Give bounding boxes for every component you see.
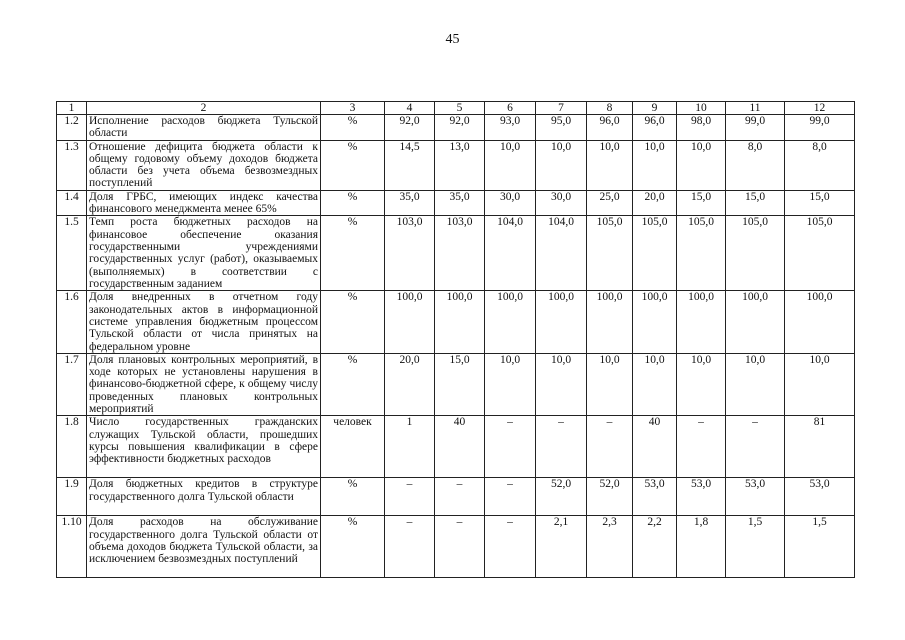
value-cell: 105,0 bbox=[633, 216, 677, 291]
value-cell: – bbox=[485, 516, 536, 578]
value-cell: – bbox=[536, 416, 587, 478]
value-cell: 20,0 bbox=[385, 353, 435, 415]
unit-cell: % bbox=[321, 140, 385, 190]
value-cell: 100,0 bbox=[485, 291, 536, 353]
unit-cell: % bbox=[321, 115, 385, 141]
value-cell: 8,0 bbox=[726, 140, 785, 190]
value-cell: – bbox=[587, 416, 633, 478]
column-header: 11 bbox=[726, 102, 785, 115]
table-row bbox=[57, 291, 855, 353]
table-row bbox=[57, 140, 855, 190]
value-cell: 100,0 bbox=[633, 291, 677, 353]
value-cell: 98,0 bbox=[677, 115, 726, 141]
value-cell: 30,0 bbox=[536, 190, 587, 216]
unit-cell: % bbox=[321, 478, 385, 516]
value-cell: 20,0 bbox=[633, 190, 677, 216]
value-cell: 1,5 bbox=[726, 516, 785, 578]
value-cell: 81 bbox=[785, 416, 855, 478]
value-cell: – bbox=[726, 416, 785, 478]
value-cell: 92,0 bbox=[385, 115, 435, 141]
value-cell: 35,0 bbox=[385, 190, 435, 216]
indicator-name: Доля плановых контрольных мероприятий, в ходе которых не установлены нарушения в финансово-бюджетной сфере, к общему числу проведенных плановых контрольных мероприятий bbox=[87, 353, 321, 415]
value-cell: 52,0 bbox=[587, 478, 633, 516]
value-cell: 35,0 bbox=[435, 190, 485, 216]
value-cell: 104,0 bbox=[536, 216, 587, 291]
column-header: 12 bbox=[785, 102, 855, 115]
value-cell: 10,0 bbox=[587, 140, 633, 190]
table-row bbox=[57, 516, 855, 578]
value-cell: 100,0 bbox=[726, 291, 785, 353]
value-cell: 104,0 bbox=[485, 216, 536, 291]
value-cell: 53,0 bbox=[726, 478, 785, 516]
indicator-name: Доля расходов на обслуживание государственного долга Тульской области от объема доходов бюджета Тульской области, за исключением безвозмездных поступлений bbox=[87, 516, 321, 578]
value-cell: 2,1 bbox=[536, 516, 587, 578]
column-header: 2 bbox=[87, 102, 321, 115]
row-number: 1.6 bbox=[57, 291, 87, 353]
value-cell: 25,0 bbox=[587, 190, 633, 216]
value-cell: 105,0 bbox=[677, 216, 726, 291]
column-header: 9 bbox=[633, 102, 677, 115]
value-cell: 103,0 bbox=[385, 216, 435, 291]
value-cell: 100,0 bbox=[785, 291, 855, 353]
value-cell: 10,0 bbox=[587, 353, 633, 415]
value-cell: 100,0 bbox=[536, 291, 587, 353]
table-row bbox=[57, 115, 855, 141]
value-cell: 100,0 bbox=[587, 291, 633, 353]
row-number: 1.3 bbox=[57, 140, 87, 190]
value-cell: 30,0 bbox=[485, 190, 536, 216]
value-cell: 92,0 bbox=[435, 115, 485, 141]
value-cell: 15,0 bbox=[726, 190, 785, 216]
value-cell: 100,0 bbox=[677, 291, 726, 353]
value-cell: 53,0 bbox=[633, 478, 677, 516]
unit-cell: % bbox=[321, 353, 385, 415]
value-cell: 52,0 bbox=[536, 478, 587, 516]
table-row bbox=[57, 478, 855, 516]
unit-cell: % bbox=[321, 216, 385, 291]
value-cell: 15,0 bbox=[677, 190, 726, 216]
value-cell: – bbox=[485, 416, 536, 478]
column-header: 3 bbox=[321, 102, 385, 115]
value-cell: 10,0 bbox=[536, 353, 587, 415]
row-number: 1.2 bbox=[57, 115, 87, 141]
table-row bbox=[57, 416, 855, 478]
table-row bbox=[57, 190, 855, 216]
column-header: 7 bbox=[536, 102, 587, 115]
value-cell: 10,0 bbox=[633, 353, 677, 415]
value-cell: 15,0 bbox=[785, 190, 855, 216]
row-number: 1.4 bbox=[57, 190, 87, 216]
value-cell: 95,0 bbox=[536, 115, 587, 141]
unit-cell: человек bbox=[321, 416, 385, 478]
value-cell: 93,0 bbox=[485, 115, 536, 141]
value-cell: 96,0 bbox=[633, 115, 677, 141]
value-cell: 96,0 bbox=[587, 115, 633, 141]
value-cell: 100,0 bbox=[435, 291, 485, 353]
indicator-name: Отношение дефицита бюджета области к общему годовому объему доходов бюджета области без учета объема безвозмездных поступлений bbox=[87, 140, 321, 190]
value-cell: 1 bbox=[385, 416, 435, 478]
row-number: 1.5 bbox=[57, 216, 87, 291]
value-cell: 8,0 bbox=[785, 140, 855, 190]
value-cell: – bbox=[435, 478, 485, 516]
value-cell: – bbox=[677, 416, 726, 478]
row-number: 1.9 bbox=[57, 478, 87, 516]
value-cell: 40 bbox=[435, 416, 485, 478]
value-cell: 10,0 bbox=[677, 353, 726, 415]
row-number: 1.7 bbox=[57, 353, 87, 415]
table-row bbox=[57, 353, 855, 415]
value-cell: 105,0 bbox=[785, 216, 855, 291]
value-cell: 10,0 bbox=[726, 353, 785, 415]
indicator-name: Темп роста бюджетных расходов на финансовое обеспечение оказания государственными учреждениями государственных услуг (работ), оказываемых (выполняемых) в соответствии с государственным заданием bbox=[87, 216, 321, 291]
value-cell: 10,0 bbox=[677, 140, 726, 190]
value-cell: 103,0 bbox=[435, 216, 485, 291]
row-number: 1.10 bbox=[57, 516, 87, 578]
column-header: 4 bbox=[385, 102, 435, 115]
value-cell: 100,0 bbox=[385, 291, 435, 353]
value-cell: – bbox=[485, 478, 536, 516]
indicator-name: Доля внедренных в отчетном году законодательных актов в информационной системе управления бюджетным процессом Тульской области от числа принятых на федеральном уровне bbox=[87, 291, 321, 353]
value-cell: 10,0 bbox=[785, 353, 855, 415]
value-cell: 2,2 bbox=[633, 516, 677, 578]
column-header: 5 bbox=[435, 102, 485, 115]
value-cell: 40 bbox=[633, 416, 677, 478]
value-cell: 99,0 bbox=[785, 115, 855, 141]
value-cell: 2,3 bbox=[587, 516, 633, 578]
value-cell: 14,5 bbox=[385, 140, 435, 190]
column-header: 10 bbox=[677, 102, 726, 115]
table-row bbox=[57, 216, 855, 291]
value-cell: 53,0 bbox=[785, 478, 855, 516]
value-cell: 10,0 bbox=[536, 140, 587, 190]
column-header: 6 bbox=[485, 102, 536, 115]
page-number: 45 bbox=[445, 32, 460, 47]
value-cell: 10,0 bbox=[485, 353, 536, 415]
unit-cell: % bbox=[321, 190, 385, 216]
indicator-name: Доля ГРБС, имеющих индекс качества финансового менеджмента менее 65% bbox=[87, 190, 321, 216]
value-cell: – bbox=[385, 478, 435, 516]
value-cell: 13,0 bbox=[435, 140, 485, 190]
indicator-name: Число государственных гражданских служащих Тульской области, прошедших курсы повышения квалификации в сфере эффективности бюджетных расходов bbox=[87, 416, 321, 478]
value-cell: 99,0 bbox=[726, 115, 785, 141]
value-cell: 10,0 bbox=[633, 140, 677, 190]
indicator-name: Исполнение расходов бюджета Тульской области bbox=[87, 115, 321, 141]
value-cell: – bbox=[385, 516, 435, 578]
indicators-table bbox=[56, 101, 855, 578]
value-cell: 1,8 bbox=[677, 516, 726, 578]
value-cell: 1,5 bbox=[785, 516, 855, 578]
value-cell: 15,0 bbox=[435, 353, 485, 415]
column-header: 1 bbox=[57, 102, 87, 115]
row-number: 1.8 bbox=[57, 416, 87, 478]
value-cell: 105,0 bbox=[726, 216, 785, 291]
indicator-name: Доля бюджетных кредитов в структуре государственного долга Тульской области bbox=[87, 478, 321, 516]
column-header: 8 bbox=[587, 102, 633, 115]
value-cell: 53,0 bbox=[677, 478, 726, 516]
header-row bbox=[57, 102, 855, 115]
unit-cell: % bbox=[321, 516, 385, 578]
value-cell: 105,0 bbox=[587, 216, 633, 291]
unit-cell: % bbox=[321, 291, 385, 353]
value-cell: 10,0 bbox=[485, 140, 536, 190]
value-cell: – bbox=[435, 516, 485, 578]
